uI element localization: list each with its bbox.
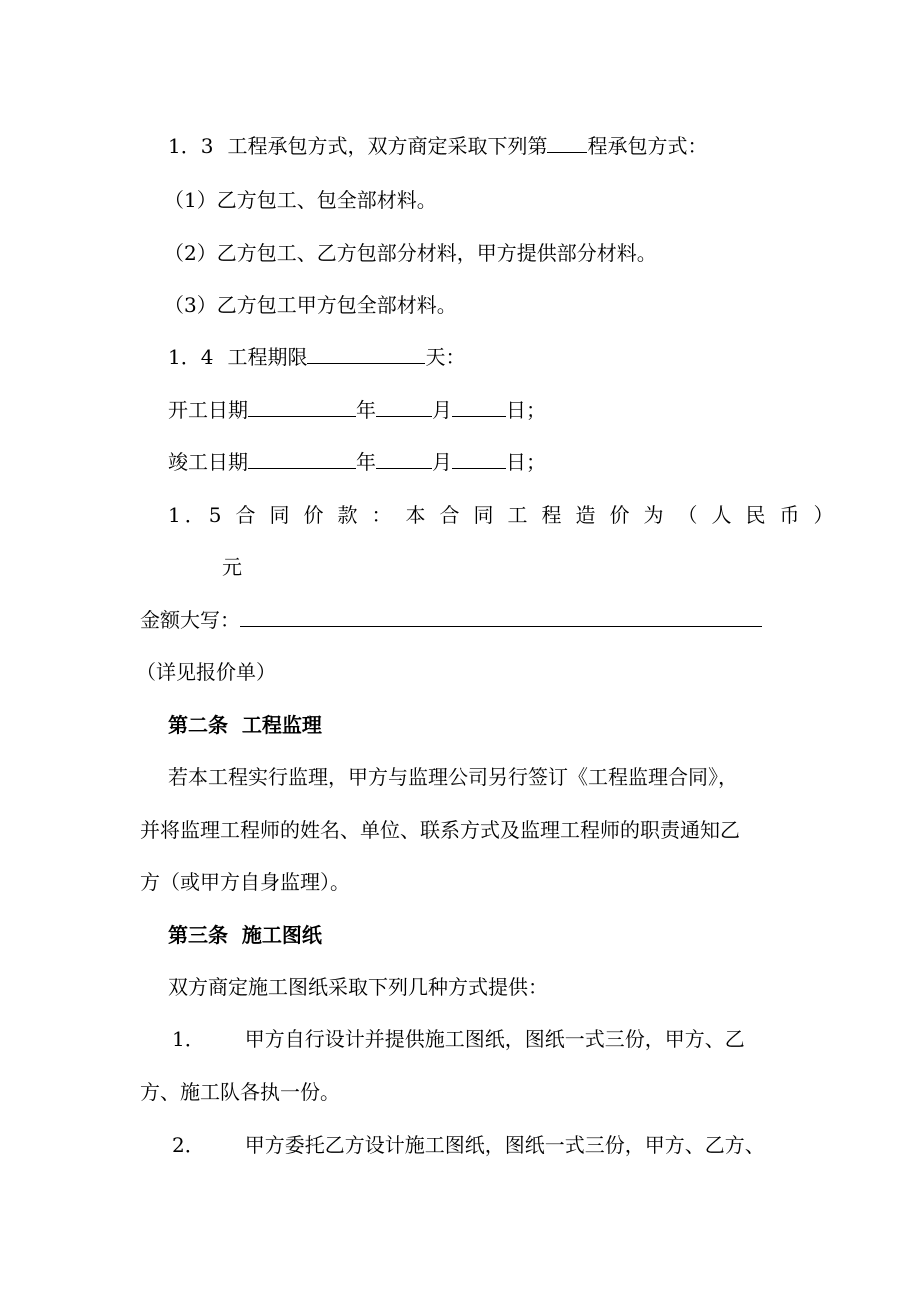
article-3-title: 第三条 施工图纸 [168,923,322,947]
month-label: 月 [432,398,452,422]
clause-text: 工程承包方式，双方商定采取下列第 [227,134,548,158]
article-3-item2-line1 [172,1131,765,1159]
item-text: 甲方自行设计并提供施工图纸，图纸一式三份，甲方、乙 [244,1027,745,1051]
start-date-label: 开工日期 [168,398,248,422]
blank-field-start-year[interactable] [248,396,356,417]
blank-field-end-year[interactable] [248,448,356,469]
month-label: 月 [432,450,452,474]
day-label: 日； [506,398,546,422]
clause-number: 1．5 [168,503,226,527]
option-2: （2）乙方包工、乙方包部分材料，甲方提供部分材料。 [164,241,657,265]
article-2-title: 第二条 工程监理 [168,713,322,737]
start-date-line [168,396,546,424]
item-number: 2． [172,1133,205,1157]
blank-field-amount-words[interactable] [240,606,762,627]
clause-1-4 [168,343,465,371]
article-2-para-line2: 并将监理工程师的姓名、单位、联系方式及监理工程师的职责通知乙 [140,818,740,842]
item-number: 1． [172,1027,205,1051]
article-3-intro: 双方商定施工图纸采取下列几种方式提供： [168,975,548,999]
blank-field-contract-method[interactable] [547,132,587,153]
article-2-para-line3: 方（或甲方自身监理）。 [140,870,350,894]
clause-1-3 [168,132,707,160]
clause-1-5 [168,501,847,529]
day-label: 日； [506,450,546,474]
amount-words-line [140,606,762,634]
option-3: （3）乙方包工甲方包全部材料。 [164,293,457,317]
clause-number: 1．4 [168,345,214,369]
see-quote-note: （详见报价单） [136,660,276,684]
option-1: （1）乙方包工、包全部材料。 [164,188,437,212]
blank-field-start-month[interactable] [376,396,432,417]
contract-price-text: 合同价款：本合同工程造价为（人民币） [235,503,848,527]
end-date-label: 竣工日期 [168,450,248,474]
blank-field-duration[interactable] [307,343,425,364]
article-3-item1-line2: 方、施工队各执一份。 [140,1080,340,1104]
blank-field-end-month[interactable] [376,448,432,469]
duration-label: 工程期限 [227,345,308,369]
duration-unit: 天： [425,345,466,369]
end-date-line [168,448,546,476]
year-label: 年 [356,450,376,474]
clause-text-suffix: 程承包方式： [587,134,708,158]
item-text: 甲方委托乙方设计施工图纸，图纸一式三份，甲方、乙方、 [244,1133,765,1157]
blank-field-end-day[interactable] [452,448,506,469]
currency-unit: 元 [222,555,242,579]
blank-field-start-day[interactable] [452,396,506,417]
clause-number: 1．3 [168,134,214,158]
article-2-para-line1: 若本工程实行监理，甲方与监理公司另行签订《工程监理合同》， [168,765,738,789]
amount-words-label: 金额大写： [140,608,240,632]
article-3-item1-line1 [172,1025,745,1053]
year-label: 年 [356,398,376,422]
